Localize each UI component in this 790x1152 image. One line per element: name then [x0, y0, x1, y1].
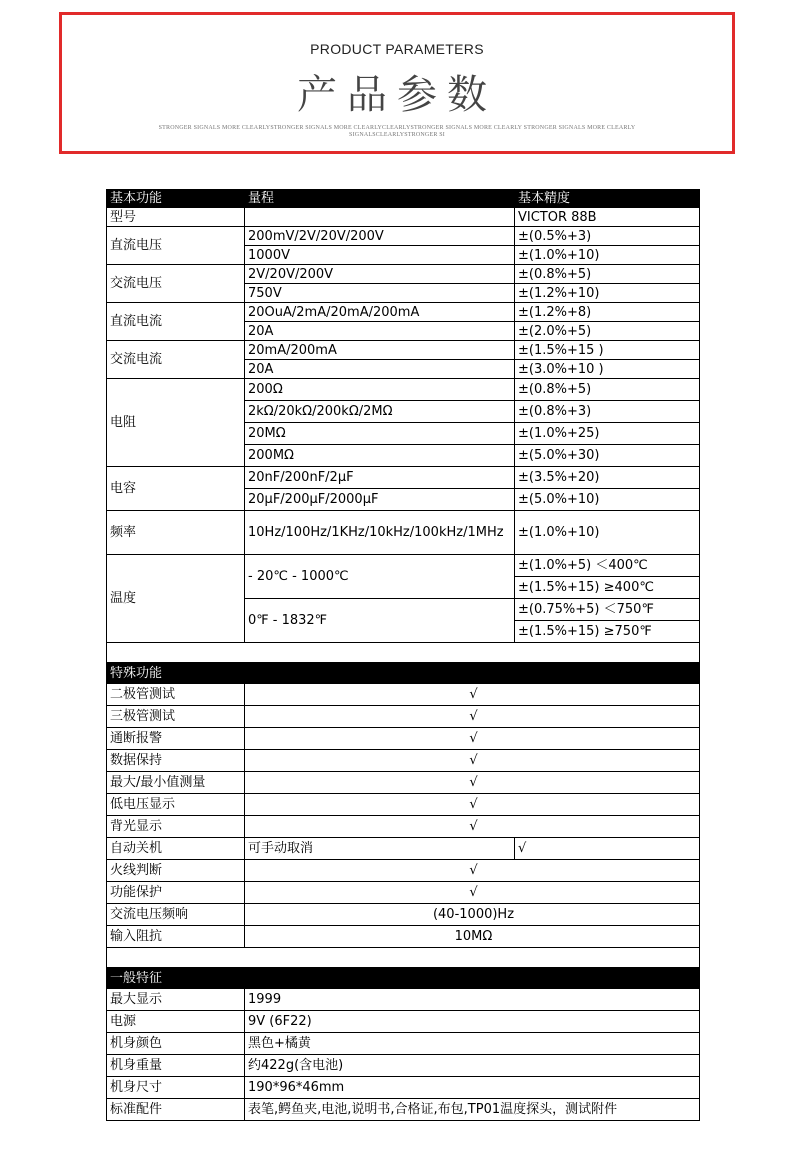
check-mark: √ [245, 706, 700, 728]
feature-label: 通断报警 [107, 728, 245, 750]
feature-note: 可手动取消 [245, 838, 515, 860]
feature-row [107, 860, 700, 882]
accuracy-cell: ±(1.0%+10) [515, 246, 700, 265]
feature-value: 10MΩ [245, 926, 700, 948]
check-mark: √ [245, 728, 700, 750]
accuracy-cell: ±(0.75%+5) ＜750℉ [515, 599, 700, 621]
range-cell: 20μF/200μF/2000μF [245, 489, 515, 511]
range-cell: 20mA/200mA [245, 341, 515, 360]
accuracy-cell: ±(0.8%+5) [515, 265, 700, 284]
title-english: PRODUCT PARAMETERS [310, 41, 484, 57]
feature-label: 低电压显示 [107, 794, 245, 816]
general-value: 1999 [245, 989, 700, 1011]
feature-row [107, 728, 700, 750]
accuracy-cell: ±(0.5%+3) [515, 227, 700, 246]
check-mark: √ [245, 882, 700, 904]
feature-label: 数据保持 [107, 750, 245, 772]
accuracy-cell: ±(5.0%+30) [515, 445, 700, 467]
dca-label: 直流电流 [107, 303, 245, 341]
general-value: 约422g(含电池) [245, 1055, 700, 1077]
title-chinese: 产品参数 [297, 72, 497, 118]
model-value: VICTOR 88B [515, 208, 700, 227]
header-accuracy: 基本精度 [515, 190, 700, 208]
temp-row [107, 555, 700, 577]
general-row [107, 1011, 700, 1033]
range-cell: 2kΩ/20kΩ/200kΩ/2MΩ [245, 401, 515, 423]
feature-row [107, 706, 700, 728]
temp-label: 温度 [107, 555, 245, 643]
cap-row [107, 467, 700, 489]
check-mark: √ [245, 772, 700, 794]
feature-value: (40-1000)Hz [245, 904, 700, 926]
section-title: 特殊功能 [107, 663, 700, 684]
feature-row [107, 772, 700, 794]
range-cell: 200Ω [245, 379, 515, 401]
general-value: 9V (6F22) [245, 1011, 700, 1033]
accuracy-cell: ±(5.0%+10) [515, 489, 700, 511]
accuracy-cell: ±(2.0%+5) [515, 322, 700, 341]
accuracy-cell: ±(3.0%+10 ) [515, 360, 700, 379]
dcv-label: 直流电压 [107, 227, 245, 265]
feature-label: 自动关机 [107, 838, 245, 860]
aca-label: 交流电流 [107, 341, 245, 379]
general-row [107, 1077, 700, 1099]
feature-label: 火线判断 [107, 860, 245, 882]
general-label: 机身尺寸 [107, 1077, 245, 1099]
general-row [107, 1099, 700, 1121]
check-mark: √ [245, 750, 700, 772]
spacer-cell [107, 643, 700, 663]
header-function: 基本功能 [107, 190, 245, 208]
range-cell: 20MΩ [245, 423, 515, 445]
accuracy-cell: ±(0.8%+5) [515, 379, 700, 401]
range-cell: 10Hz/100Hz/1KHz/10kHz/100kHz/1MHz [245, 511, 515, 555]
feature-row [107, 838, 700, 860]
general-label: 最大显示 [107, 989, 245, 1011]
feature-row [107, 904, 700, 926]
feature-label: 交流电压频响 [107, 904, 245, 926]
general-row [107, 1055, 700, 1077]
freq-label: 频率 [107, 511, 245, 555]
feature-label: 背光显示 [107, 816, 245, 838]
accuracy-cell: ±(1.0%+5) ＜400℃ [515, 555, 700, 577]
feature-row [107, 882, 700, 904]
range-cell: 20A [245, 360, 515, 379]
model-label: 型号 [107, 208, 245, 227]
range-cell: 20OuA/2mA/20mA/200mA [245, 303, 515, 322]
accuracy-cell: ±(1.2%+10) [515, 284, 700, 303]
accuracy-cell: ±(1.5%+15) ≥750℉ [515, 621, 700, 643]
section-general-header [107, 968, 700, 989]
accuracy-cell: ±(1.5%+15) ≥400℃ [515, 577, 700, 599]
feature-row [107, 816, 700, 838]
table-header-row [107, 190, 700, 208]
freq-row [107, 511, 700, 555]
range-cell: 750V [245, 284, 515, 303]
range-cell: 200mV/2V/20V/200V [245, 227, 515, 246]
range-cell: 2V/20V/200V [245, 265, 515, 284]
general-row [107, 989, 700, 1011]
header-range: 量程 [245, 190, 515, 208]
aca-row [107, 341, 700, 360]
feature-row [107, 750, 700, 772]
acv-row [107, 265, 700, 284]
feature-label: 功能保护 [107, 882, 245, 904]
general-row [107, 1033, 700, 1055]
check-mark: √ [245, 860, 700, 882]
temp-celsius-range: - 20℃ - 1000℃ [245, 555, 515, 599]
cap-label: 电容 [107, 467, 245, 511]
accuracy-cell: ±(3.5%+20) [515, 467, 700, 489]
check-mark: √ [245, 684, 700, 706]
model-empty [245, 208, 515, 227]
spacer-cell [107, 948, 700, 968]
spacer-row [107, 643, 700, 663]
feature-label: 输入阻抗 [107, 926, 245, 948]
feature-label: 三极管测试 [107, 706, 245, 728]
general-value: 黑色+橘黄 [245, 1033, 700, 1055]
accuracy-cell: ±(1.2%+8) [515, 303, 700, 322]
range-cell: 200MΩ [245, 445, 515, 467]
general-label: 电源 [107, 1011, 245, 1033]
feature-row [107, 926, 700, 948]
res-row [107, 379, 700, 401]
feature-row [107, 794, 700, 816]
header-banner [59, 12, 735, 154]
check-mark: √ [245, 816, 700, 838]
general-value: 190*96*46mm [245, 1077, 700, 1099]
feature-label: 最大/最小值测量 [107, 772, 245, 794]
dca-row [107, 303, 700, 322]
accuracy-cell: ±(1.0%+10) [515, 511, 700, 555]
check-mark: √ [515, 838, 700, 860]
spec-table [106, 189, 700, 1121]
dcv-row [107, 227, 700, 246]
section-title: 一般特征 [107, 968, 700, 989]
subtitle-tagline: STRONGER SIGNALS MORE CLEARLYSTRONGER SIGNALS MORE CLEARLYCLEARLYSTRONGER SIGNALS MORE CLEARLY STRONGER SIGNALS MORE CLEARLY SIGNALSCLEARLYSTRONGER SI [158, 125, 636, 138]
model-row [107, 208, 700, 227]
accuracy-cell: ±(0.8%+3) [515, 401, 700, 423]
feature-label: 二极管测试 [107, 684, 245, 706]
temp-fahrenheit-range: 0℉ - 1832℉ [245, 599, 515, 643]
general-label: 标准配件 [107, 1099, 245, 1121]
general-label: 机身颜色 [107, 1033, 245, 1055]
range-cell: 20A [245, 322, 515, 341]
general-value: 表笔,鳄鱼夹,电池,说明书,合格证,布包,TP01温度探头，测试附件 [245, 1099, 700, 1121]
acv-label: 交流电压 [107, 265, 245, 303]
res-label: 电阻 [107, 379, 245, 467]
check-mark: √ [245, 794, 700, 816]
range-cell: 1000V [245, 246, 515, 265]
spacer-row [107, 948, 700, 968]
accuracy-cell: ±(1.0%+25) [515, 423, 700, 445]
accuracy-cell: ±(1.5%+15 ) [515, 341, 700, 360]
range-cell: 20nF/200nF/2μF [245, 467, 515, 489]
feature-row [107, 684, 700, 706]
general-label: 机身重量 [107, 1055, 245, 1077]
section-special-header [107, 663, 700, 684]
